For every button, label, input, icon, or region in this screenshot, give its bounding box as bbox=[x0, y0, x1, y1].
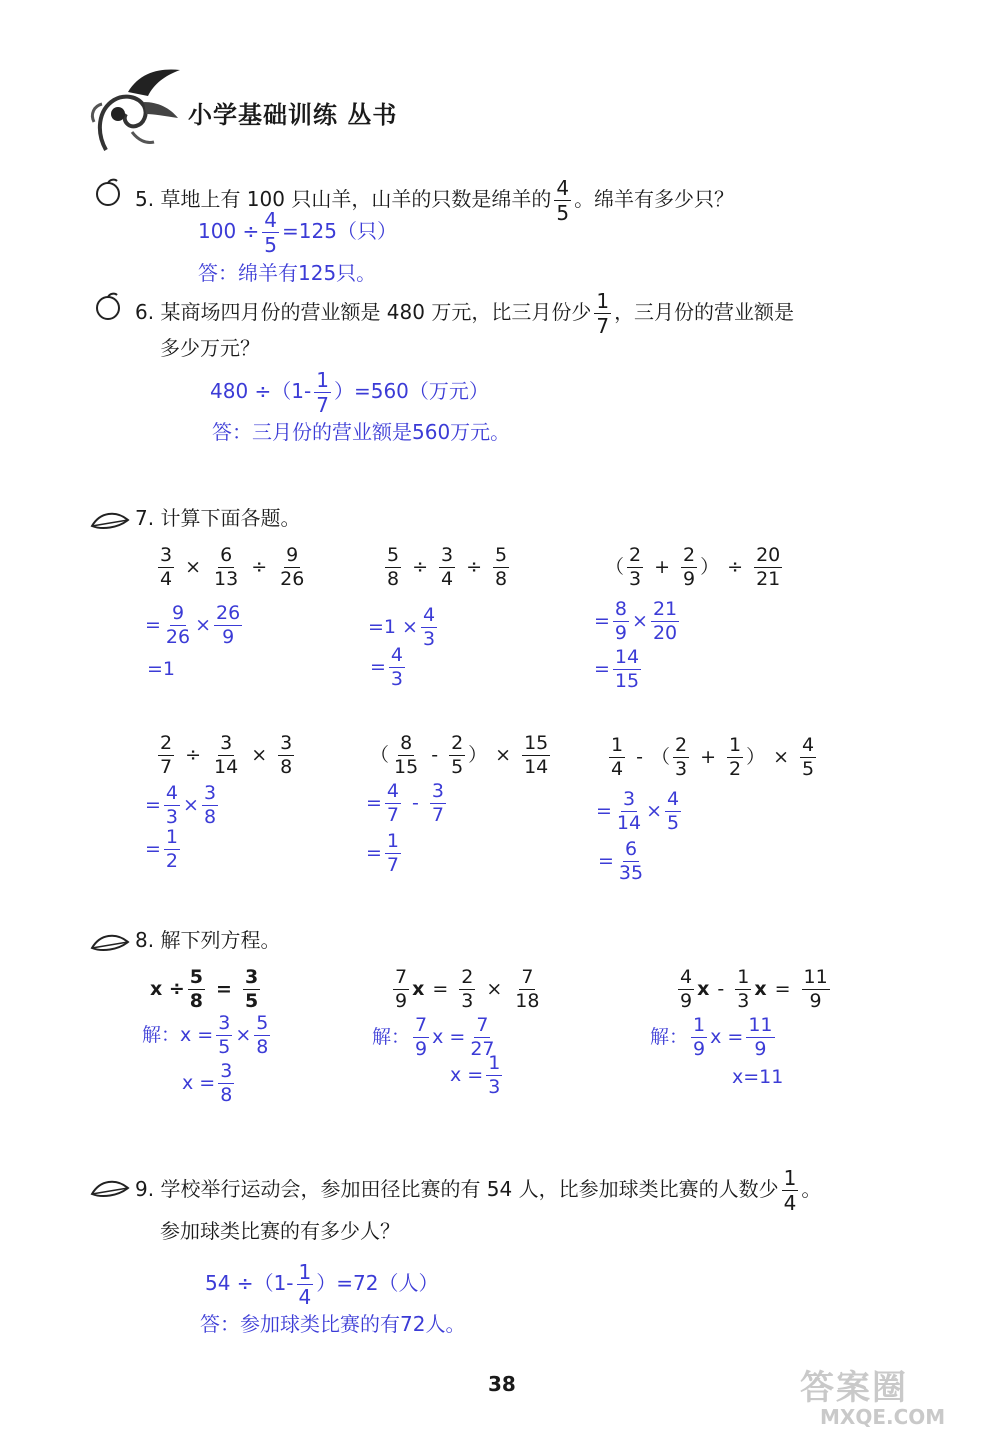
q8-equation-1: x ÷ $\frac{5}{8}$ = $\frac{3}{5}$ bbox=[150, 966, 259, 1012]
q7-problem-2: $\frac{5}{8}$ ÷ $\frac{3}{4}$ ÷ $\frac{5}{8}$ bbox=[387, 544, 508, 590]
q9-calculation: 54 ÷（1- $\frac{1}{4}$ ）=72（人） bbox=[205, 1260, 439, 1309]
watermark-url: MXQE.COM bbox=[820, 1405, 946, 1429]
q7-p3-step1: = $\frac{8}{9}$ × $\frac{21}{20}$ bbox=[594, 598, 678, 644]
q7-problem-1: $\frac{3}{4}$ × $\frac{6}{13}$ ÷ $\frac{9}{26}$ bbox=[160, 544, 305, 590]
q5-calculation: 100 ÷ $\frac{4}{5}$ =125（只） bbox=[198, 208, 397, 257]
q7-p5-step1: = $\frac{4}{7}$ - $\frac{3}{7}$ bbox=[366, 780, 444, 826]
q7-title: 7. 计算下面各题。 bbox=[135, 506, 301, 530]
q8-e3-step2: x=11 bbox=[732, 1066, 784, 1088]
q5-text-a: 5. 草地上有 100 只山羊，山羊的只数是绵羊的 bbox=[135, 187, 552, 211]
apple-icon bbox=[92, 292, 124, 320]
q9-text-cont: 参加球类比赛的有多少人？ bbox=[160, 1219, 400, 1243]
q6-text-cont: 多少万元？ bbox=[160, 336, 260, 360]
q5-fraction: $\frac{4}{5}$ bbox=[556, 176, 570, 225]
leaf-icon bbox=[90, 508, 130, 530]
page-number: 38 bbox=[488, 1372, 516, 1396]
q8-e3-step1: 解： $\frac{1}{9}$ x = $\frac{11}{9}$ bbox=[650, 1014, 773, 1060]
q6-calculation: 480 ÷（1- $\frac{1}{7}$ ）=560（万元） bbox=[210, 368, 489, 417]
q6-answer: 答：三月份的营业额是560万元。 bbox=[212, 420, 511, 444]
q8-e2-step2: x = $\frac{1}{3}$ bbox=[450, 1052, 501, 1098]
series-title: 小学基础训练 丛书 bbox=[188, 101, 398, 129]
q9-answer: 答：参加球类比赛的有72人。 bbox=[200, 1312, 466, 1336]
q7-problem-5: （ $\frac{8}{15}$ - $\frac{2}{5}$ ） × $\frac{15}{14}$ bbox=[370, 732, 549, 778]
q8-e1-step1: 解：x = $\frac{3}{5}$ × $\frac{5}{8}$ bbox=[142, 1012, 269, 1058]
magpie-logo-icon bbox=[88, 62, 188, 157]
q8-e1-step2: x = $\frac{3}{8}$ bbox=[182, 1060, 233, 1106]
q8-title: 8. 解下列方程。 bbox=[135, 928, 281, 952]
leaf-icon bbox=[90, 1176, 130, 1198]
q7-problem-6: $\frac{1}{4}$ - （ $\frac{2}{3}$ + $\frac{1}{2}$ ） × $\frac{4}{5}$ bbox=[611, 734, 815, 780]
q7-p4-step1: = $\frac{4}{3}$ × $\frac{3}{8}$ bbox=[145, 782, 217, 828]
q8-equation-3: $\frac{4}{9}$ x - $\frac{1}{3}$ x = $\frac{11}{9}$ bbox=[680, 966, 828, 1012]
q7-problem-3: （ $\frac{2}{3}$ + $\frac{2}{9}$ ） ÷ $\frac{20}{21}$ bbox=[605, 544, 781, 590]
q7-p4-step2: = $\frac{1}{2}$ bbox=[145, 826, 179, 872]
q9-text: 9. 学校举行运动会，参加田径比赛的有 54 人，比参加球类比赛的人数少 $\frac{1}{4}$ 。 bbox=[135, 1166, 822, 1215]
series-logo bbox=[88, 62, 188, 157]
q7-p2-step2: = $\frac{4}{3}$ bbox=[370, 644, 404, 690]
q5-answer: 答：绵羊有125只。 bbox=[198, 261, 377, 285]
q7-p5-step2: = $\frac{1}{7}$ bbox=[366, 830, 400, 876]
q7-p1-step2: =1 bbox=[147, 658, 176, 680]
q7-p6-step1: = $\frac{3}{14}$ × $\frac{4}{5}$ bbox=[596, 788, 680, 834]
q8-equation-2: $\frac{7}{9}$ x = $\frac{2}{3}$ × $\frac{7}{18}$ bbox=[395, 966, 540, 1012]
leaf-icon bbox=[90, 930, 130, 952]
apple-icon bbox=[92, 178, 124, 206]
watermark-logo: 答案圈 bbox=[800, 1368, 908, 1408]
q5-text-b: 。绵羊有多少只？ bbox=[574, 187, 735, 211]
q6-text: 6. 某商场四月份的营业额是 480 万元，比三月份少 $\frac{1}{7}$ ，三月份的营业额是 bbox=[135, 289, 795, 338]
q8-e2-step1: 解： $\frac{7}{9}$ x = $\frac{7}{27}$ bbox=[372, 1014, 495, 1060]
q7-p6-step2: = $\frac{6}{35}$ bbox=[598, 838, 644, 884]
q7-p2-step1: =1 × $\frac{4}{3}$ bbox=[368, 604, 436, 650]
q7-p1-step1: = $\frac{9}{26}$ × $\frac{26}{9}$ bbox=[145, 602, 241, 648]
q7-problem-4: $\frac{2}{7}$ ÷ $\frac{3}{14}$ × $\frac{3}{8}$ bbox=[160, 732, 293, 778]
q7-p3-step2: = $\frac{14}{15}$ bbox=[594, 646, 640, 692]
